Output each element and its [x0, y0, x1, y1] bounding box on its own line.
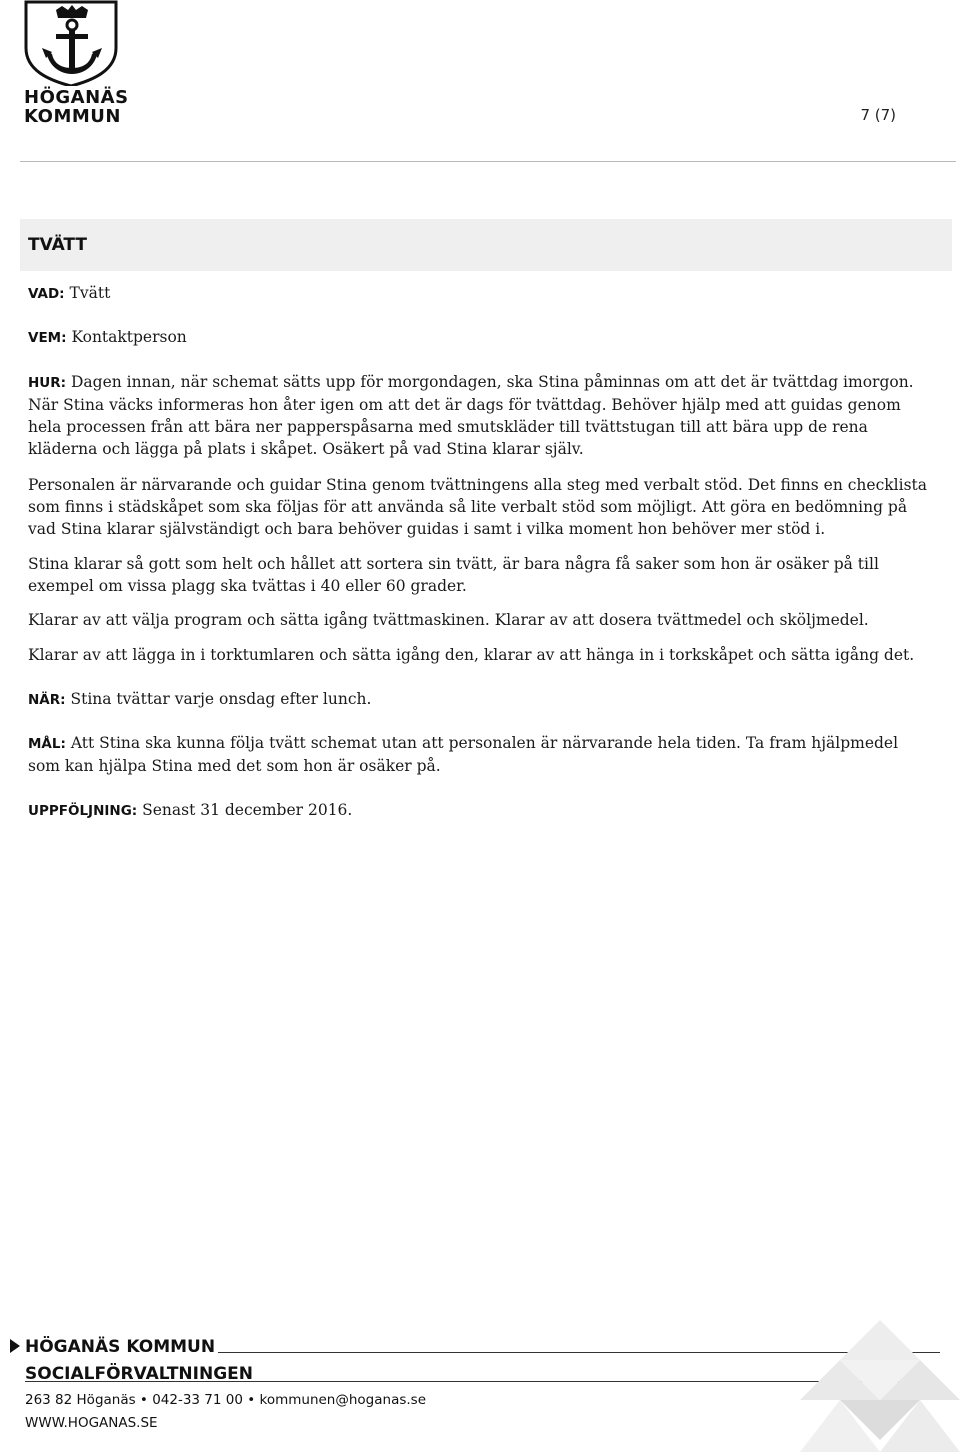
paragraph-dryer [28, 644, 932, 666]
section-title: TVÄTT [28, 235, 88, 255]
uppfoljning-value: Senast 31 december 2016. [137, 801, 353, 819]
footer-contact: 263 82 Höganäs • 042-33 71 00 • kommunen@hoganas.se [25, 1392, 427, 1408]
footer-arrow-icon [9, 1338, 21, 1354]
anchor-crown-emblem-icon [22, 0, 122, 86]
vem-label: VEM: [28, 330, 67, 346]
decorative-triangles [800, 1320, 960, 1452]
paragraph-washing-machine [28, 609, 932, 631]
mal-label: MÅL: [28, 736, 66, 752]
vad-label: VAD: [28, 286, 65, 302]
uppfoljning-label: UPPFÖLJNING: [28, 803, 138, 819]
paragraph-guidance [28, 474, 932, 540]
hur-label: HUR: [28, 375, 67, 391]
paragraph-dryer-text: Klarar av att lägga in i torktumlaren och sätta igång den, klarar av att hänga in i torkskåpet och sätta igång det. [28, 646, 915, 664]
mal-value: Att Stina ska kunna följa tvätt schemat utan att personalen är närvarande hela tiden. Ta fram hjälpmedel som kan hjälpa Stina med det som hon är osäker på. [28, 734, 899, 775]
nar-label: NÄR: [28, 692, 66, 708]
paragraph-sorting-text: Stina klarar så gott som helt och hållet att sortera sin tvätt, är bara några få saker som hon är osäker på till exempel om vissa plagg ska tvättas i 40 eller 60 grader. [28, 555, 879, 595]
vem-field [28, 326, 932, 349]
footer-department: SOCIALFÖRVALTNINGEN [25, 1364, 253, 1384]
page-number: 7 (7) [860, 106, 896, 124]
paragraph-guidance-text: Personalen är närvarande och guidar Stina genom tvättningens alla steg med verbalt stöd. Det finns en checklista som finns i städskåpet som ska följas för att använda så lite verbalt stöd som möjligt. Att göra en bedömning på vad Stina klarar självständigt och bara behöver guidas i samt i vilka moment hon behöver mer stöd i. [28, 476, 927, 538]
mal-field [28, 732, 932, 777]
footer-website: WWW.HOGANAS.SE [25, 1415, 158, 1431]
nar-value: Stina tvättar varje onsdag efter lunch. [65, 690, 372, 708]
deco-triangle [840, 1320, 920, 1360]
section-header [20, 219, 952, 271]
logo-wordmark-line1: HÖGANÄS [24, 87, 129, 108]
paragraph-sorting [28, 553, 932, 597]
uppfoljning-field [28, 799, 932, 822]
vem-value: Kontaktperson [66, 328, 187, 346]
nar-field [28, 688, 932, 711]
hur-field [28, 371, 932, 460]
vad-value: Tvätt [64, 284, 111, 302]
hur-text: Dagen innan, när schemat sätts upp för morgondagen, ska Stina påminnas om att det är tvättdag imorgon. När Stina väcks informeras hon åter igen om att det är dags för tvättdag. Behöver hjälp med att guidas genom hela processen från att bära ner papperspåsarna med smutskläder till tvättstugan till att bära upp de rena kläderna och lägga på plats i skåpet. Osäkert på vad Stina klarar själv. [28, 373, 914, 458]
logo-wordmark [24, 88, 134, 126]
vad-field [28, 282, 932, 305]
footer-organization: HÖGANÄS KOMMUN [25, 1337, 216, 1357]
paragraph-washing-machine-text: Klarar av att välja program och sätta igång tvättmaskinen. Klarar av att dosera tvättmedel och sköljmedel. [28, 611, 869, 629]
logo-wordmark-line2: KOMMUN [24, 106, 121, 127]
header-divider [20, 161, 956, 162]
